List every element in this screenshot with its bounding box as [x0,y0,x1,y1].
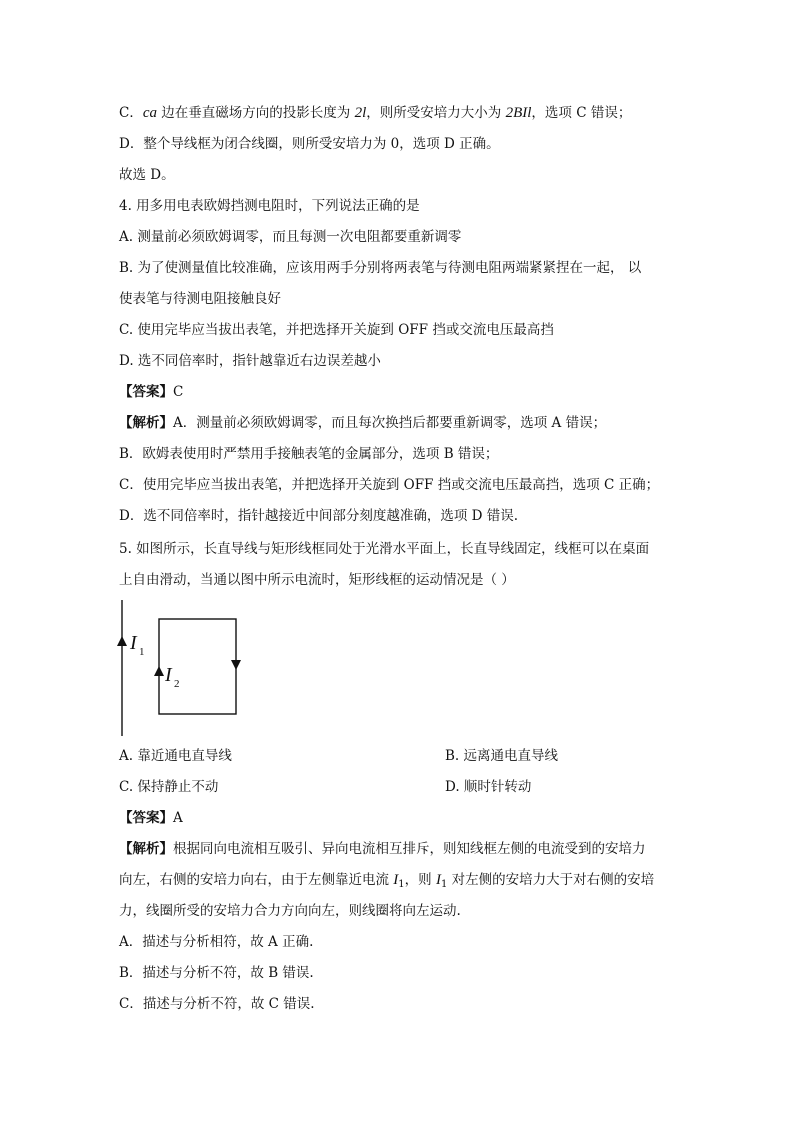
text-line-choose: 故选 D。 [119,167,175,183]
option-5b: B. 远离通电直导线 [445,748,559,764]
option-4d: D. 选不同倍率时，指针越靠近右边误差越小 [119,353,381,369]
label-i1-subscript: 1 [139,646,145,658]
explanation-5a: A．描述与分析相符，故 A 正确. [119,934,314,950]
explanation-4a: 【解析】A．测量前必须欧姆调零，而且每次换挡后都要重新调零，选项 A 错误； [119,415,607,431]
wire-current-arrow-icon [117,636,127,646]
option-5a: A. 靠近通电直导线 [119,748,232,764]
label-i2-subscript: 2 [174,678,180,690]
option-5d: D. 顺时针转动 [445,779,532,795]
answer-5: 【答案】A [119,810,183,826]
label-i2: I [165,664,172,686]
explanation-4d: D．选不同倍率时，指针越接近中间部分刻度越准确，选项 D 错误. [119,508,519,524]
explanation-4c: C．使用完毕应当拔出表笔，并把选择开关旋到 OFF 挡或交流电压最高挡，选项 C 正确； [119,477,660,493]
text-line-d1: D．整个导线框为闭合线圈，则所受安培力为 0，选项 D 正确。 [119,136,500,152]
option-4a: A. 测量前必须欧姆调零，而且每测一次电阻都要重新调零 [119,229,462,245]
answer-4: 【答案】C [119,384,184,400]
option-5c: C. 保持静止不动 [119,779,219,795]
explanation-5-line3: 力，线圈所受的安培力合力方向向左，则线圈将向左运动. [119,903,461,919]
question-5-line2: 上自由滑动，当通以图中所示电流时，矩形线框的运动情况是（ ） [119,572,515,588]
option-4b-line1: B. 为了使测量值比较准确，应该用两手分别将两表笔与待测电阻两端紧紧捏在一起， 以 [119,260,642,276]
explanation-5c: C．描述与分析不符，故 C 错误. [119,996,315,1012]
option-4b-line2: 使表笔与待测电阻接触良好 [119,291,281,307]
explanation-4b: B．欧姆表使用时严禁用手接触表笔的金属部分，选项 B 错误； [119,446,499,462]
loop-right-arrow-icon [231,660,241,670]
text-line-c1: C．ca 边在垂直磁场方向的投影长度为 2l，则所受安培力大小为 2BIl，选项 C 错误； [119,105,632,121]
explanation-5b: B．描述与分析不符，故 B 错误. [119,965,314,981]
wire-loop-diagram [110,598,250,740]
label-i1: I [130,632,137,654]
explanation-5-line2: 向左，右侧的安培力向右，由于左侧靠近电流 $I_1$，则 $I_1$ 对左侧的安培力大于对右侧的安培 [119,872,655,890]
option-4c: C. 使用完毕应当拔出表笔，并把选择开关旋到 OFF 挡或交流电压最高挡 [119,322,554,338]
explanation-5-line1: 【解析】根据同向电流相互吸引、异向电流相互排斥，则知线框左侧的电流受到的安培力 [119,841,646,857]
question-4: 4. 用多用电表欧姆挡测电阻时，下列说法正确的是 [119,198,420,214]
question-5-line1: 5. 如图所示，长直导线与矩形线框同处于光滑水平面上，长直导线固定，线框可以在桌面 [119,541,650,557]
loop-left-arrow-icon [154,666,164,676]
